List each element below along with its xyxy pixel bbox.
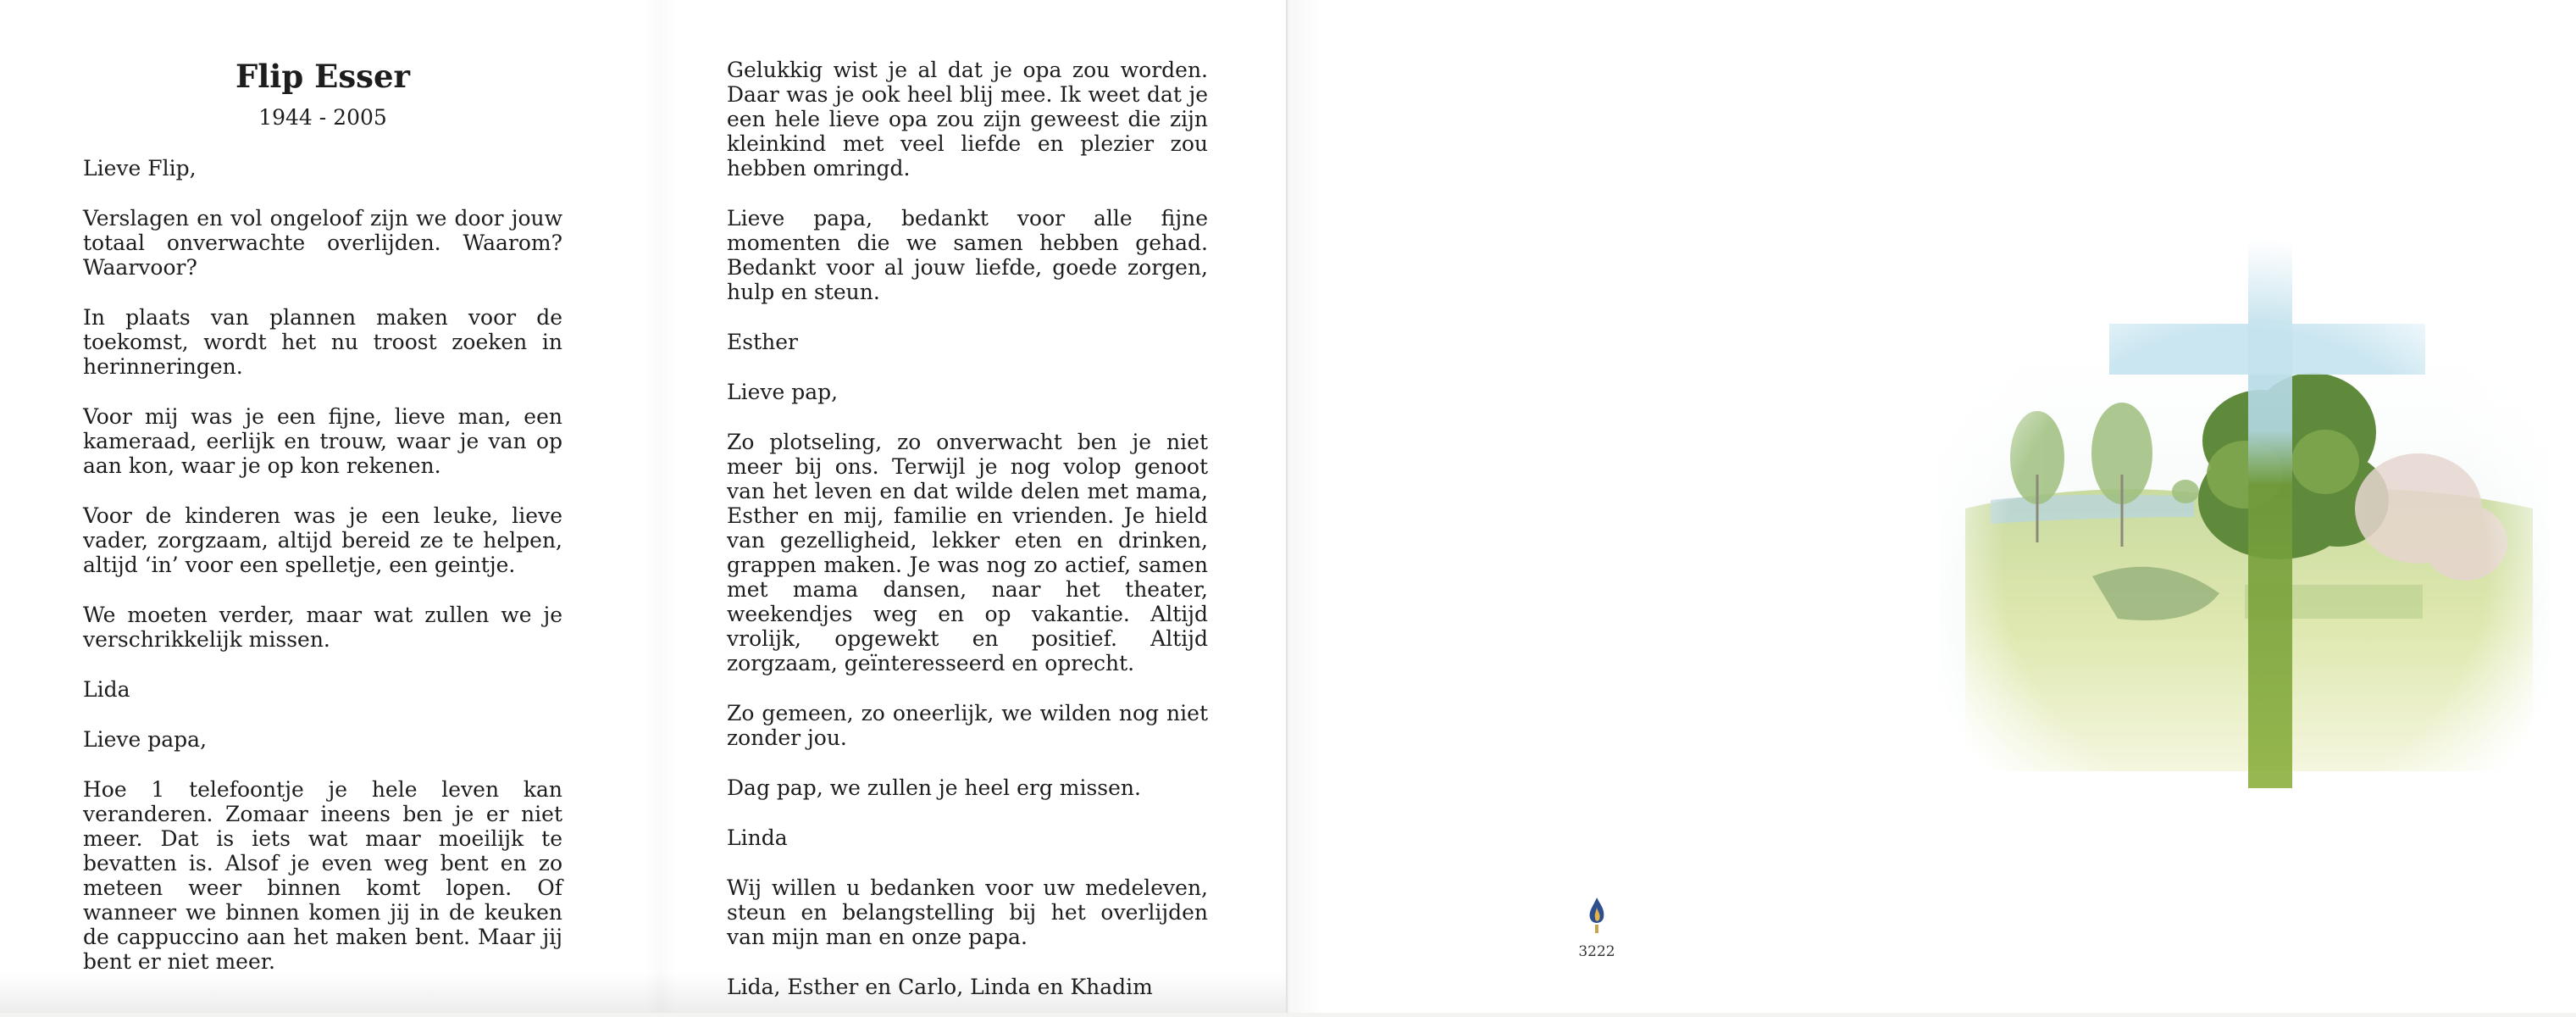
paragraph: Voor de kinderen was je een leuke, lieve vader, zorgzaam, altijd bereid ze te helpen, altijd ‘in’ voor een spelletje, een geintje. bbox=[83, 503, 562, 577]
right-text-column bbox=[727, 58, 1208, 999]
family-signature: Lida, Esther en Carlo, Linda en Khadim bbox=[727, 975, 1153, 999]
salutation-pap: Lieve pap, bbox=[727, 380, 839, 404]
paragraph: Hoe 1 telefoontje je hele leven kan veranderen. Zomaar ineens ben je er niet meer. Dat is iets wat maar moeilijk te bevatten is. Alsof je even weg bent en zo meteen weer binnen komt lopen. Of wanneer we binnen komen jij in de keuken de cappuccino aan het maken bent. Maar jij bent er niet meer. bbox=[83, 777, 562, 974]
left-text-column bbox=[83, 58, 562, 974]
paragraph: Gelukkig wist je al dat je opa zou worden. Daar was je ook heel blij mee. Ik weet dat je een hele lieve opa zou zijn geweest die zijn kleinkind met veel liefde en plezier zou hebben omringd. bbox=[727, 58, 1208, 181]
flame-emblem-icon bbox=[1587, 896, 1607, 935]
center-fold bbox=[644, 0, 678, 1013]
paragraph: Voor mij was je een fijne, lieve man, een kameraad, eerlijk en trouw, waar je van op aan kon, waar je op kon rekenen. bbox=[83, 404, 562, 478]
paragraph: Zo plotseling, zo onverwacht ben je niet meer bij ons. Terwijl je nog volop genoot van het leven en dat wilde delen met mama, Esther en mij, familie en vrienden. Je hield van gezelligheid, lekker eten en drinken, grappen maken. Je was nog zo actief, samen met mama dansen, naar het theater, weekendjes weg en op vakantie. Altijd vrolijk, opgewekt en positief. Altijd zorgzaam, geïnteresseerd en oprecht. bbox=[727, 430, 1208, 675]
paragraph: Verslagen en vol ongeloof zijn we door jouw totaal onverwachte overlijden. Waarom? Waarvoor? bbox=[83, 206, 562, 280]
signature-linda: Linda bbox=[727, 825, 788, 850]
cross-landscape-icon bbox=[1940, 220, 2550, 814]
inside-spread-page bbox=[0, 0, 1288, 1013]
paragraph: Dag pap, we zullen je heel erg missen. bbox=[727, 775, 1141, 800]
thank-you-paragraph: Wij willen u bedanken voor uw medeleven, steun en belangstelling bij het overlijden van mijn man en onze papa. bbox=[727, 875, 1208, 949]
salutation-flip: Lieve Flip, bbox=[83, 156, 197, 181]
paragraph: We moeten verder, maar wat zullen we je verschrikkelijk missen. bbox=[83, 603, 562, 652]
card-number: 3222 bbox=[1578, 943, 1615, 960]
signature-lida: Lida bbox=[83, 677, 130, 702]
deceased-name-title: Flip Esser bbox=[235, 58, 411, 95]
paragraph: Zo gemeen, zo oneerlijk, we wilden nog niet zonder jou. bbox=[727, 701, 1208, 750]
paragraph: In plaats van plannen maken voor de toekomst, wordt het nu troost zoeken in herinneringen. bbox=[83, 305, 562, 379]
salutation-papa: Lieve papa, bbox=[83, 727, 208, 752]
life-years: 1944 - 2005 bbox=[258, 105, 387, 130]
signature-esther: Esther bbox=[727, 330, 798, 354]
paragraph: Lieve papa, bedankt voor alle fijne momenten die we samen hebben gehad. Bedankt voor al jouw liefde, goede zorgen, hulp en steun. bbox=[727, 206, 1208, 304]
